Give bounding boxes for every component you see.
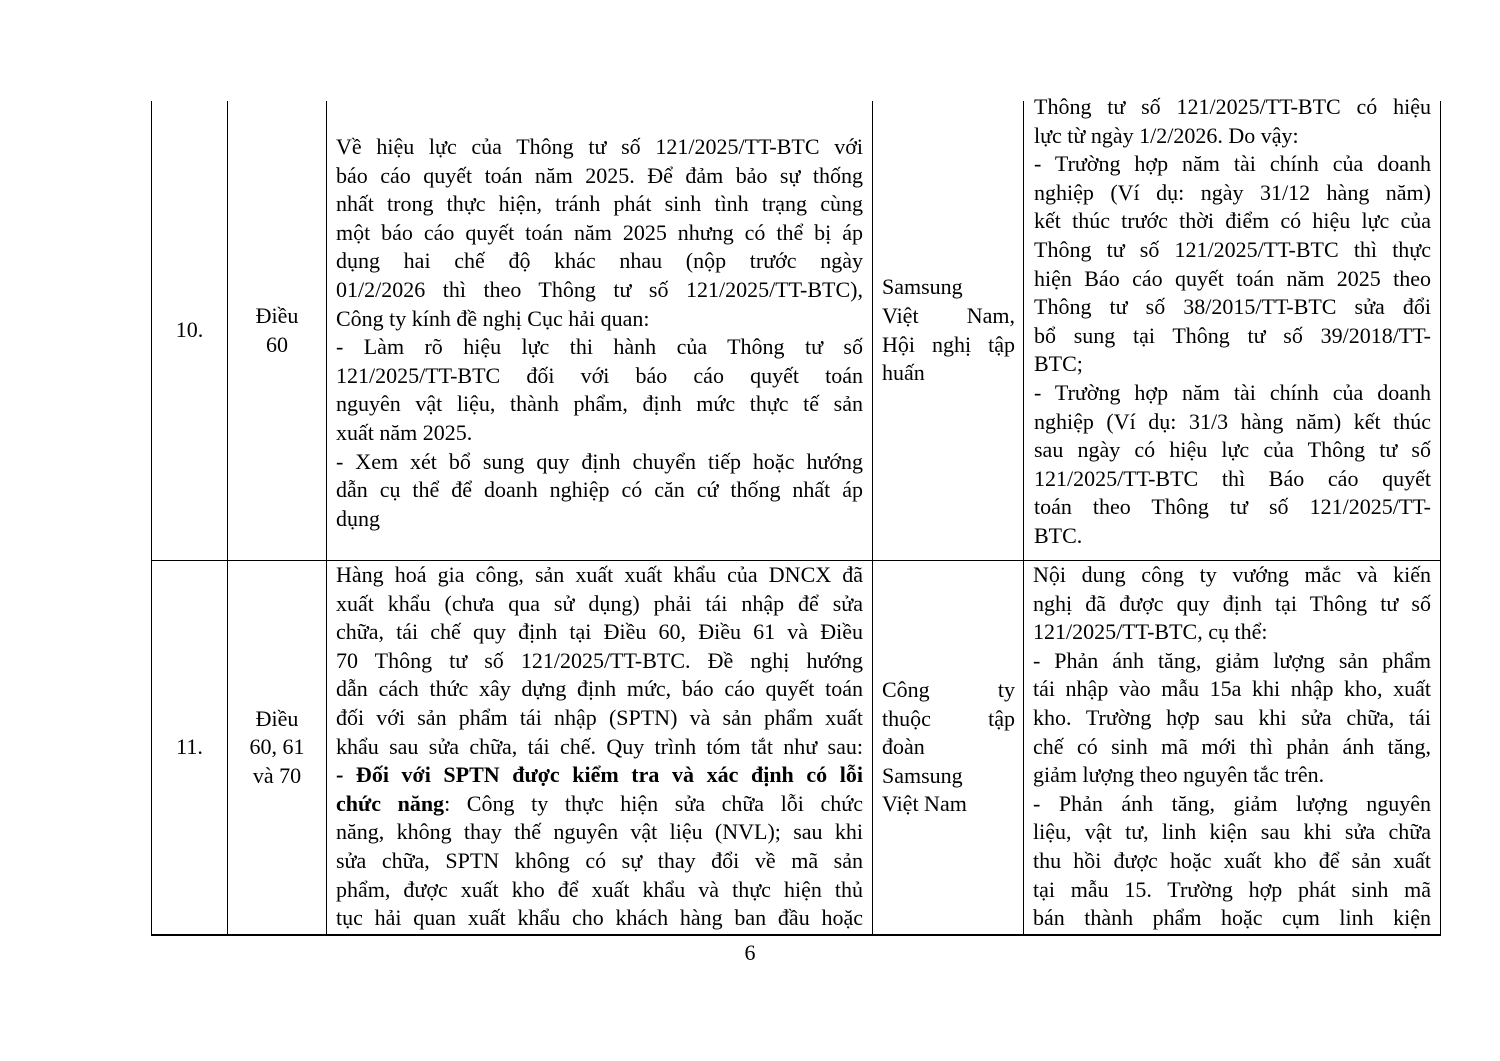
bold-phrase: chức năng [336, 790, 445, 816]
article-cell [228, 561, 327, 936]
answer-line: tái nhập vào mẫu 15a khi nhập kho, xuất [1033, 676, 1431, 702]
org-line: thuộc tập [882, 705, 1015, 731]
answer-line: sau ngày có hiệu lực của Thông tư số [1034, 437, 1431, 463]
answer-line: Thông tư số 38/2015/TT-BTC sửa đổi [1034, 294, 1431, 320]
answer-line: - Trường hợp năm tài chính của doanh [1034, 379, 1431, 405]
answer-line: kết thúc trước thời điểm có hiệu lực của [1034, 208, 1431, 234]
answer-line: hiện Báo cáo quyết toán năm 2025 theo [1034, 265, 1431, 291]
answer-line: Nội dung công ty vướng mắc và kiến [1033, 562, 1431, 587]
org-line: Việt Nam, [882, 302, 1015, 328]
row-number-cell [152, 561, 228, 936]
article-line: 60 [266, 331, 288, 357]
content-line: dụng [336, 505, 380, 531]
organization-cell [873, 561, 1024, 936]
answer-line: - Phản ánh tăng, giảm lượng sản phẩm [1033, 647, 1431, 673]
row-number-cell [152, 101, 228, 561]
content-line: Về hiệu lực của Thông tư số 121/2025/TT-BTC với [336, 134, 863, 159]
content-line: đối với sản phẩm tái nhập (SPTN) và sản phẩm xuất [336, 704, 863, 730]
content-line [336, 790, 863, 819]
content-line: dẫn cách thức xây dựng định mức, báo cáo quyết toán [336, 676, 863, 702]
content-line: xuất khẩu (chưa qua sử dụng) phải tái nhập để sửa [336, 590, 863, 616]
answer-line: 121/2025/TT-BTC, cụ thể: [1033, 619, 1268, 645]
answer-line: Thông tư số 121/2025/TT-BTC thì thực [1034, 236, 1431, 262]
content-text [327, 561, 872, 933]
table-row [152, 101, 1441, 561]
answer-line: nghiệp (Ví dụ: 31/3 hàng năm) kết thúc [1034, 408, 1431, 434]
answer-line: lực từ ngày 1/2/2026. Do vậy: [1034, 122, 1299, 148]
row-number: 11. [176, 734, 203, 760]
answer-line: liệu, vật tư, linh kiện sau khi sửa chữa [1033, 819, 1431, 845]
answer-cell [1024, 561, 1441, 936]
content-cell [327, 561, 873, 936]
page-number: 6 [744, 940, 756, 965]
answer-line: thu hồi được hoặc xuất kho để sản xuất [1033, 847, 1431, 873]
content-line: dẫn cụ thể để doanh nghiệp có căn cứ thống nhất áp [336, 477, 863, 503]
content-line: dụng hai chế độ khác nhau (nộp trước ngày [336, 248, 863, 274]
answer-line: - Trường hợp năm tài chính của doanh [1034, 151, 1431, 177]
content-line: nguyên vật liệu, thành phẩm, định mức thực tế sản [336, 391, 863, 417]
answer-line: nghiệp (Ví dụ: ngày 31/12 hàng năm) [1034, 179, 1431, 205]
content-line: Hàng hoá gia công, sản xuất xuất khẩu của DNCX đã [336, 562, 863, 587]
answer-line: Thông tư số 121/2025/TT-BTC có hiệu [1034, 94, 1431, 119]
answer-line: bán thành phẩm hoặc cụm linh kiện [1033, 905, 1431, 931]
organization-text [873, 273, 1023, 387]
answer-text [1024, 93, 1440, 551]
content-line: năng, không thay thế nguyên vật liệu (NVL); sau khi [336, 819, 863, 845]
org-line: Việt Nam [882, 791, 967, 817]
answer-cell [1024, 94, 1441, 561]
content-line: một báo cáo quyết toán năm 2025 nhưng có thể bị áp [336, 219, 863, 245]
org-line: Samsung [882, 274, 963, 300]
content-line: khẩu sau sửa chữa, tái chế. Quy trình tóm tắt như sau: [336, 733, 863, 759]
content-line: tục hải quan xuất khẩu cho khách hàng ban đầu hoặc [336, 905, 863, 931]
org-line: Samsung [882, 762, 963, 788]
article-cell [228, 101, 327, 561]
content-line: nhất trong thực hiện, tránh phát sinh tình trạng cùng [336, 191, 863, 217]
organization-cell [873, 101, 1024, 561]
organization-text [873, 676, 1023, 819]
table-row [152, 561, 1441, 936]
article-line: và 70 [252, 762, 302, 788]
answer-line: giảm lượng theo nguyên tắc trên. [1033, 762, 1325, 788]
content-line: 01/2/2026 thì theo Thông tư số 121/2025/TT-BTC), [336, 276, 863, 302]
article-line: Điều [255, 705, 299, 731]
content-line: sửa chữa, SPTN không có sự thay đổi về mã sản [336, 847, 863, 873]
org-line: huấn [882, 360, 925, 386]
answer-line: toán theo Thông tư số 121/2025/TT- [1034, 494, 1431, 520]
answer-line: chế có sinh mã mới thì phản ánh tăng, [1033, 733, 1431, 759]
answer-line: nghị đã được quy định tại Thông tư số [1033, 590, 1431, 616]
main-table [151, 94, 1441, 936]
answer-text [1024, 561, 1440, 933]
article-line: Điều [255, 302, 299, 328]
content-line: chữa, tái chế quy định tại Điều 60, Điều 61 và Điều [336, 619, 863, 645]
content-line: phẩm, được xuất kho để xuất khẩu và thực hiện thủ [336, 876, 863, 902]
row-number: 10. [175, 317, 204, 343]
answer-line: - Phản ánh tăng, giảm lượng nguyên [1033, 790, 1431, 816]
content-cell [327, 101, 873, 561]
article-line: 60, 61 [249, 734, 305, 760]
org-line: đoàn [882, 734, 925, 760]
org-line: Công ty [882, 677, 1015, 703]
content-fragment: : Công ty thực hiện sửa chữa lỗi chức [444, 790, 863, 816]
answer-line: 121/2025/TT-BTC thì Báo cáo quyết [1034, 465, 1431, 491]
content-line: - Xem xét bổ sung quy định chuyển tiếp hoặc hướng [336, 448, 863, 474]
content-line: Công ty kính đề nghị Cục hải quan: [336, 305, 650, 331]
answer-line: tại mẫu 15. Trường hợp phát sinh mã [1033, 876, 1431, 902]
answer-line: kho. Trường hợp sau khi sửa chữa, tái [1033, 704, 1431, 730]
answer-line: BTC; [1034, 351, 1083, 377]
content-line: 121/2025/TT-BTC đối với báo cáo quyết toán [336, 362, 863, 388]
content-line: xuất năm 2025. [336, 419, 473, 445]
content-bold-line: - Đối với SPTN được kiểm tra và xác định có lỗi [336, 762, 863, 788]
content-line: - Làm rõ hiệu lực thi hành của Thông tư số [336, 334, 863, 360]
org-line: Hội nghị tập [882, 331, 1015, 357]
answer-line: BTC. [1034, 522, 1083, 548]
content-line: báo cáo quyết toán năm 2025. Để đảm bảo sự thống [336, 162, 863, 188]
answer-line: bổ sung tại Thông tư số 39/2018/TT- [1034, 322, 1431, 348]
content-line: 70 Thông tư số 121/2025/TT-BTC. Đề nghị hướng [336, 647, 863, 673]
content-text [327, 101, 872, 533]
